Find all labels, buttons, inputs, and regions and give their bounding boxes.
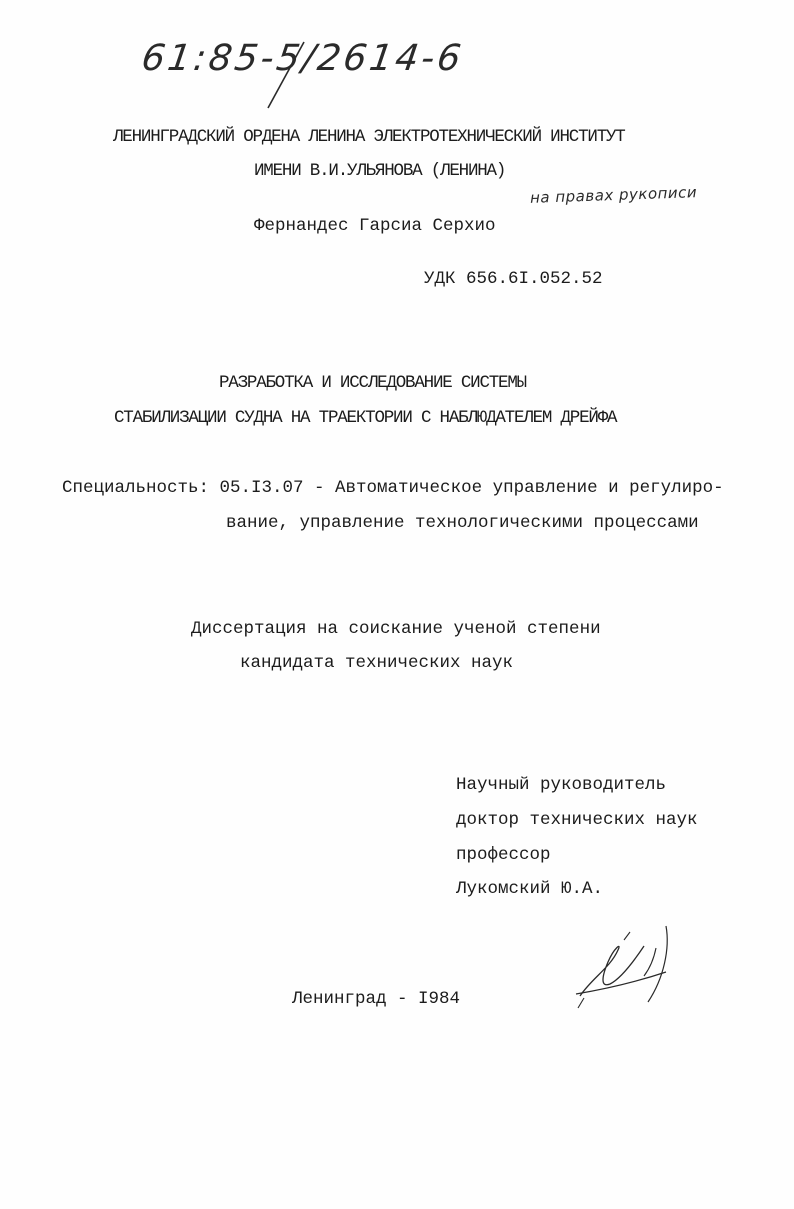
institute-name-line1: ЛЕНИНГРАДСКИЙ ОРДЕНА ЛЕНИНА ЭЛЕКТРОТЕХНИЧЕСКИЙ ИНСТИТУТ [113,127,625,147]
thesis-title-line1: РАЗРАБОТКА И ИССЛЕДОВАНИЕ СИСТЕМЫ [219,373,526,393]
place-and-year: Ленинград - I984 [292,989,461,1009]
udc-code: УДК 656.6I.052.52 [424,269,603,289]
supervisor-name: Лукомский Ю.А. [456,879,604,899]
supervisor-signature [570,918,680,1013]
specialty-line2: вание, управление технологическими процессами [226,513,699,533]
supervisor-title: профессор [456,845,551,865]
handwritten-note: на правах рукописи [529,183,698,207]
thesis-title-line2: СТАБИЛИЗАЦИИ СУДНА НА ТРАЕКТОРИИ С НАБЛЮДАТЕЛЕМ ДРЕЙФА [114,408,617,428]
degree-line1: Диссертация на соискание ученой степени [191,619,601,639]
specialty-line1: Специальность: 05.I3.07 - Автоматическое управление и регулиро- [62,478,724,498]
supervisor-degree: доктор технических наук [456,810,698,830]
author-name: Фернандес Гарсиа Серхио [254,216,496,236]
handwritten-slash-mark [258,38,318,112]
archive-code: 61:85-5/2614-6 [139,38,467,79]
institute-name-line2: ИМЕНИ В.И.УЛЬЯНОВА (ЛЕНИНА) [254,161,506,181]
supervisor-role: Научный руководитель [456,775,667,795]
degree-line2: кандидата технических наук [240,653,514,673]
